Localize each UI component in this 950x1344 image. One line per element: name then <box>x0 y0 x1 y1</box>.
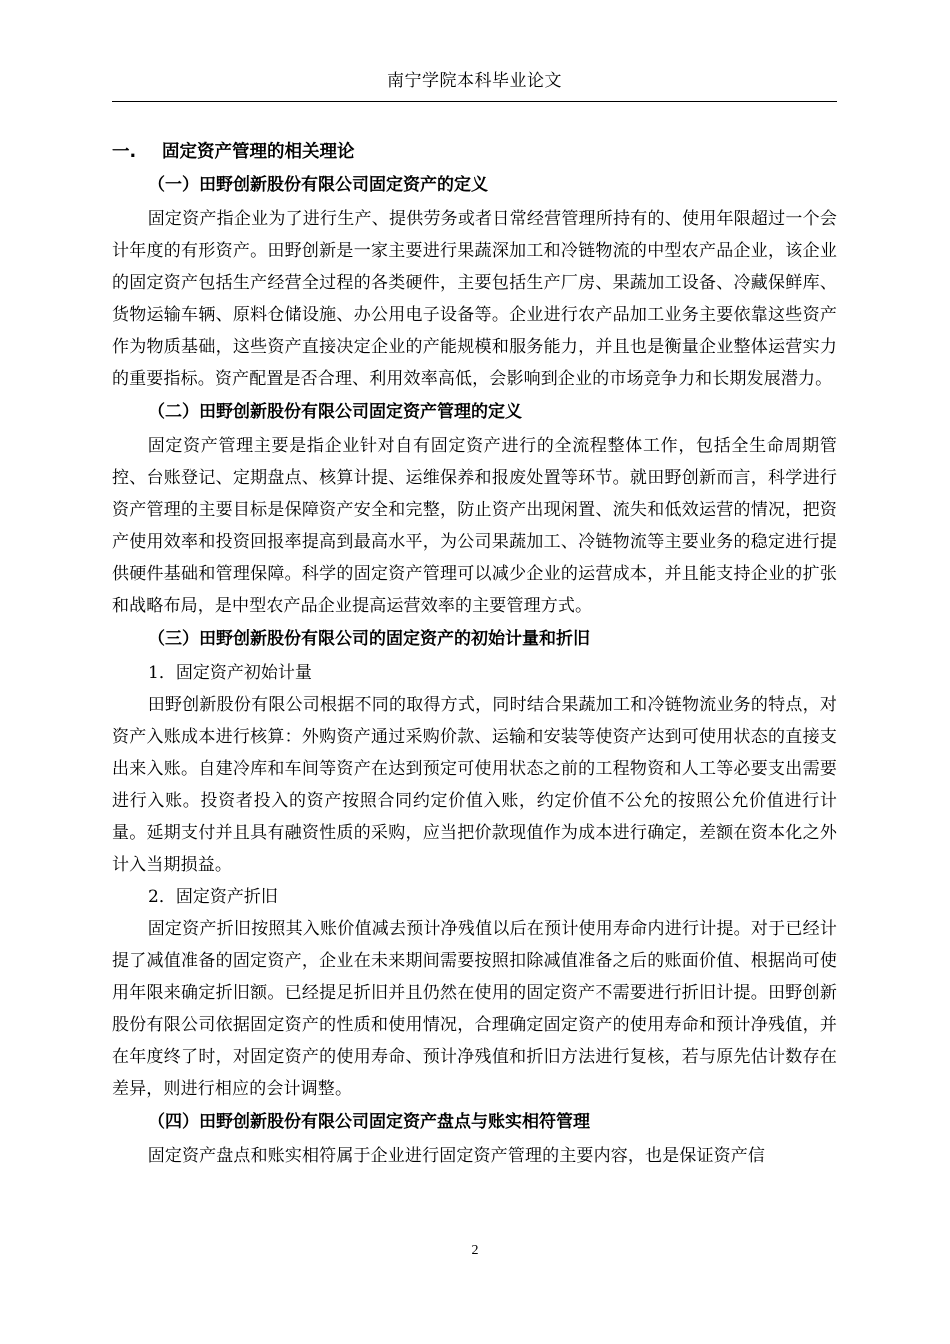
paragraph-depreciation: 固定资产折旧按照其入账价值减去预计净残值以后在预计使用寿命内进行计提。对于已经计提了减值准备的固定资产，企业在未来期间需要按照扣除减值准备之后的账面价值、根据尚可使用年限来确定折旧额。已经提足折旧并且仍然在使用的固定资产不需要进行折旧计提。田野创新股份有限公司依据固定资产的性质和使用情况，合理确定固定资产的使用寿命和预计净残值，并在年度终了时，对固定资产的使用寿命、预计净残值和折旧方法进行复核，若与原先估计数存在差异，则进行相应的会计调整。 <box>112 919 837 1099</box>
paragraph-fixed-asset-definition: 固定资产指企业为了进行生产、提供劳务或者日常经营管理所持有的、使用年限超过一个会计年度的有形资产。田野创新是一家主要进行果蔬深加工和冷链物流的中型农产品企业，该企业的固定资产包括生产经营全过程的各类硬件，主要包括生产厂房、果蔬加工设备、冷藏保鲜库、货物运输车辆、原料仓储设施、办公用电子设备等。企业进行农产品加工业务主要依靠这些资产作为物质基础，这些资产直接决定企业的产能规模和服务能力，并且也是衡量企业整体运营实力的重要指标。资产配置是否合理、利用效率高低，会影响到企业的市场竞争力和长期发展潜力。 <box>112 209 837 389</box>
item-heading-initial-measurement: 1．固定资产初始计量 <box>148 663 312 683</box>
section-title: 固定资产管理的相关理论 <box>162 142 355 162</box>
paragraph-asset-management-definition: 固定资产管理主要是指企业针对自有固定资产进行的全流程整体工作，包括全生命周期管控、台账登记、定期盘点、核算计提、运维保养和报废处置等环节。就田野创新而言，科学进行资产管理的主要目标是保障资产安全和完整，防止资产出现闲置、流失和低效运营的情况，把资产使用效率和投资回报率提高到最高水平，为公司果蔬加工、冷链物流等主要业务的稳定进行提供硬件基础和管理保障。科学的固定资产管理可以减少企业的运营成本，并且能支持企业的扩张和战略布局，是中型农产品企业提高运营效率的主要管理方式。 <box>112 436 837 616</box>
section-heading <box>112 136 837 168</box>
subsection-heading-4: （四）田野创新股份有限公司固定资产盘点与账实相符管理 <box>148 1112 590 1132</box>
paragraph-initial-measurement: 田野创新股份有限公司根据不同的取得方式，同时结合果蔬加工和冷链物流业务的特点，对资产入账成本进行核算：外购资产通过采购价款、运输和安装等使资产达到可使用状态的直接支出来入账。自建冷库和车间等资产在达到预定可使用状态之前的工程物资和人工等必要支出需要进行入账。投资者投入的资产按照合同约定价值入账，约定价值不公允的按照公允价值进行计量。延期支付并且具有融资性质的采购，应当把价款现值作为成本进行确定，差额在资本化之外计入当期损益。 <box>112 695 837 875</box>
subsection-heading-3: （三）田野创新股份有限公司的固定资产的初始计量和折旧 <box>148 629 590 649</box>
section-number: 一. <box>112 142 137 162</box>
running-header: 南宁学院本科毕业论文 <box>387 71 562 91</box>
subsection-heading-1: （一）田野创新股份有限公司固定资产的定义 <box>148 175 488 195</box>
paragraph-inventory-count: 固定资产盘点和账实相符属于企业进行固定资产管理的主要内容，也是保证资产信 <box>147 1146 766 1166</box>
subsection-heading-2: （二）田野创新股份有限公司固定资产管理的定义 <box>148 402 522 422</box>
page-number: 2 <box>471 1243 479 1258</box>
header-divider <box>112 101 837 102</box>
item-heading-depreciation: 2．固定资产折旧 <box>148 887 278 907</box>
body-content <box>112 136 837 1172</box>
